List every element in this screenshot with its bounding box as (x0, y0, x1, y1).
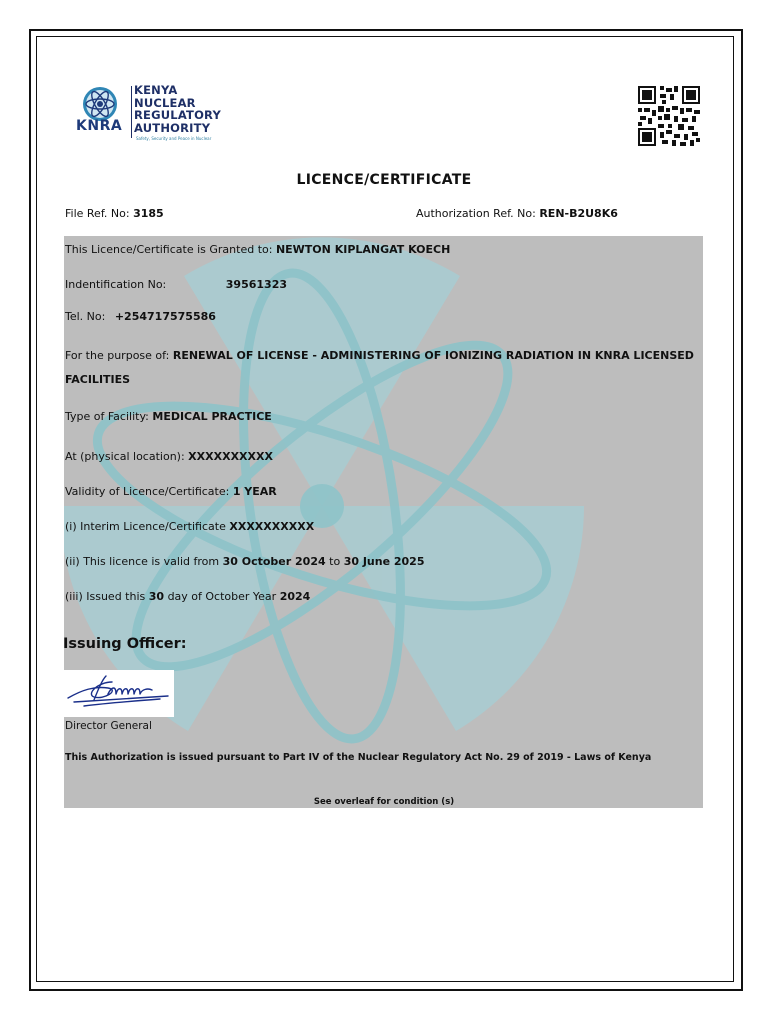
director-title: Director General (65, 720, 152, 732)
telephone-value: +254717575586 (114, 310, 216, 323)
purpose (65, 344, 705, 392)
physical-location-label: At (physical location): (65, 450, 185, 463)
identification-number (65, 278, 287, 291)
interim-licence (65, 520, 314, 533)
telephone-number (65, 310, 216, 323)
facility-type-value: MEDICAL PRACTICE (152, 410, 272, 423)
issuing-officer-heading: Issuing Officer: (63, 636, 187, 652)
physical-location-value: XXXXXXXXXX (188, 450, 273, 463)
authorization-statement: This Authorization is issued pursuant to Part IV of the Nuclear Regulatory Act No. 29 of 2019 - Laws of Kenya (65, 752, 652, 763)
valid-period-prefix: (ii) This licence is valid from (65, 555, 220, 568)
purpose-label: For the purpose of: (65, 349, 170, 362)
knra-logo (76, 84, 226, 146)
authorization-ref-value: REN-B2U8K6 (539, 207, 618, 220)
logo-tagline: Safety, Security and Peace in Nuclear (136, 136, 212, 141)
facility-type (65, 410, 272, 423)
valid-from-date: 30 October 2024 (222, 555, 326, 568)
validity-label: Validity of Licence/Certificate: (65, 485, 230, 498)
interim-licence-label: (i) Interim Licence/Certificate (65, 520, 226, 533)
identification-label: Indentification No: (65, 278, 167, 291)
validity (65, 485, 277, 498)
valid-to-word: to (329, 555, 341, 568)
granted-to (65, 243, 450, 256)
issued-date (65, 590, 310, 603)
overleaf-note: See overleaf for condition (s) (313, 797, 455, 807)
director-signature (64, 670, 174, 717)
authorization-ref-label: Authorization Ref. No: (416, 207, 536, 220)
issued-year: 2024 (279, 590, 311, 603)
interim-licence-value: XXXXXXXXXX (229, 520, 315, 533)
issued-middle: day of October Year (167, 590, 277, 603)
authorization-ref (416, 207, 618, 220)
logo-divider (131, 86, 132, 138)
issued-day: 30 (148, 590, 165, 603)
logo-acronym: KNRA (76, 118, 123, 134)
file-ref-value: 3185 (133, 207, 164, 220)
physical-location (65, 450, 273, 463)
file-ref (65, 207, 164, 220)
logo-name-line: AUTHORITY (134, 120, 211, 135)
logo-name (134, 84, 221, 134)
facility-type-label: Type of Facility: (65, 410, 149, 423)
qr-code-icon (638, 86, 700, 146)
granted-to-label: This Licence/Certificate is Granted to: (65, 243, 273, 256)
issued-prefix: (iii) Issued this (65, 590, 146, 603)
logo-name-line: NUCLEAR (134, 95, 196, 110)
file-ref-label: File Ref. No: (65, 207, 130, 220)
purpose-value: RENEWAL OF LICENSE - ADMINISTERING OF IONIZING RADIATION IN KNRA LICENSED FACILITIES (65, 349, 694, 386)
logo-name-line: REGULATORY (134, 108, 221, 122)
valid-to-date: 30 June 2025 (343, 555, 425, 568)
document-title: LICENCE/CERTIFICATE (296, 172, 472, 188)
validity-value: 1 YEAR (232, 485, 277, 498)
granted-to-value: NEWTON KIPLANGAT KOECH (275, 243, 451, 256)
identification-value: 39561323 (225, 278, 287, 291)
telephone-label: Tel. No: (65, 310, 106, 323)
valid-period (65, 555, 425, 568)
logo-name-line: KENYA (134, 83, 178, 97)
